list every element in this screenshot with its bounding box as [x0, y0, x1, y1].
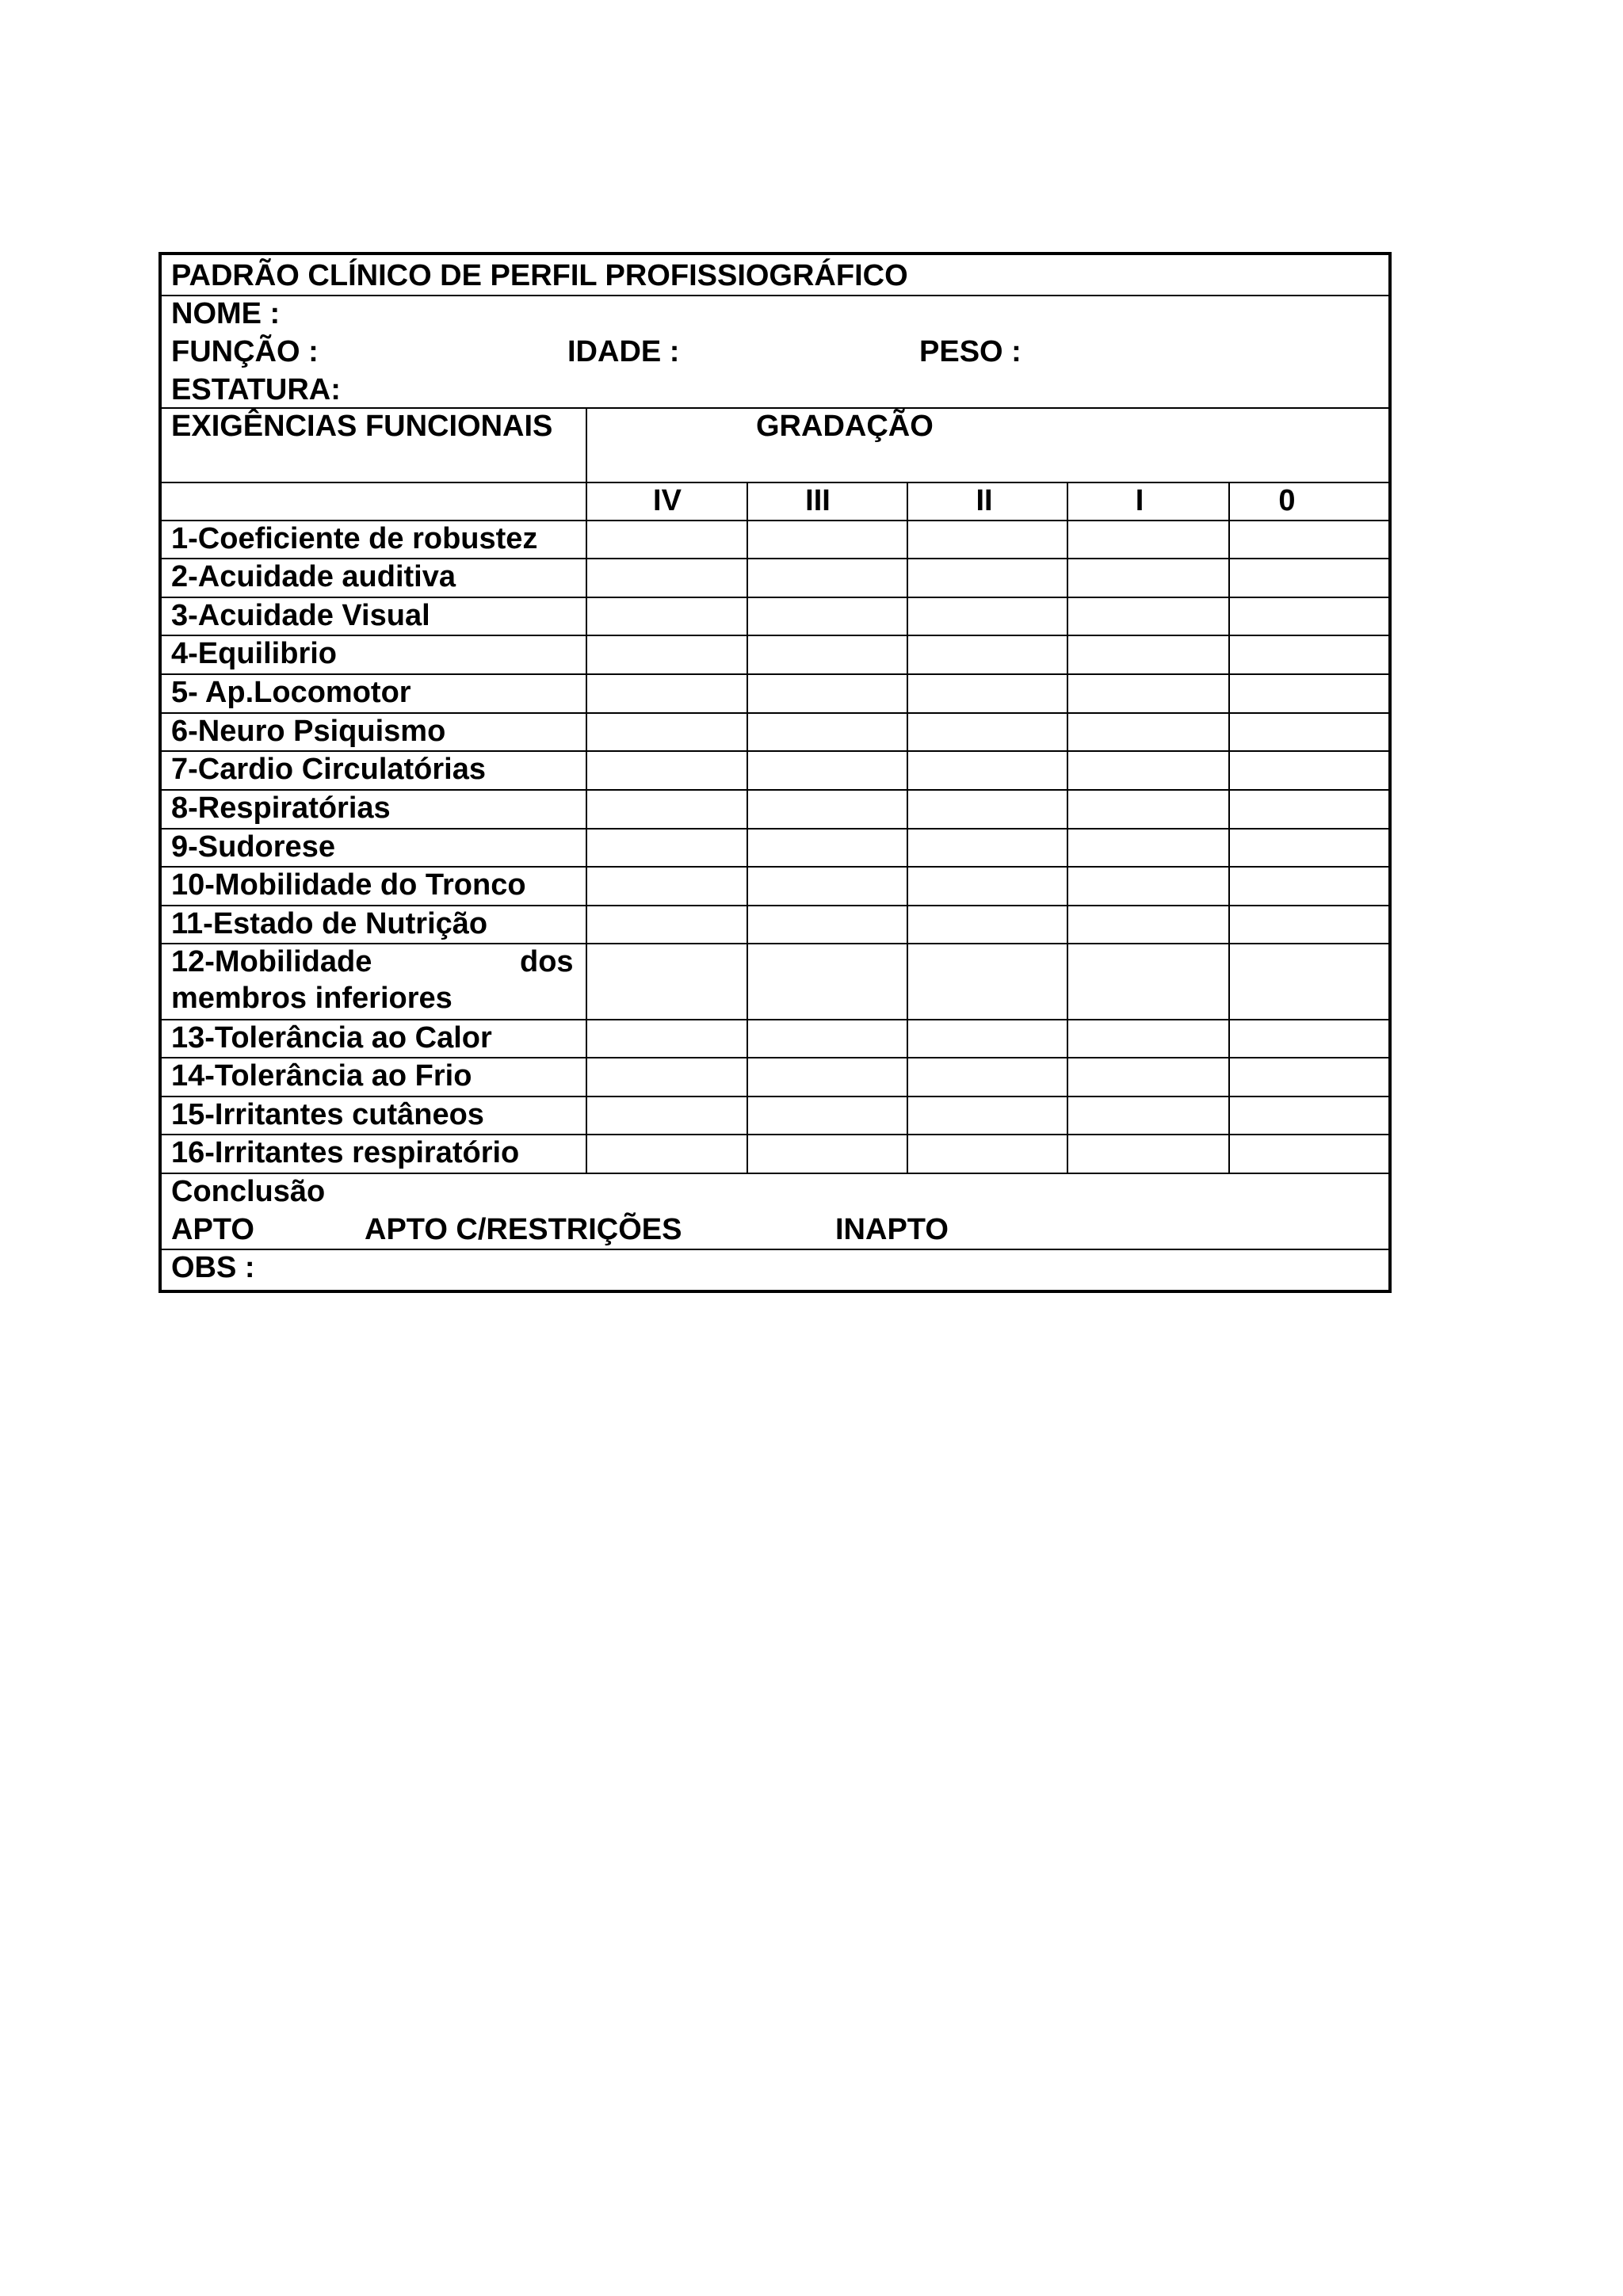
grade-cell[interactable]: [908, 868, 1067, 905]
grade-cell[interactable]: [748, 944, 907, 1019]
grade-cell[interactable]: [748, 1097, 907, 1134]
grade-cell[interactable]: [908, 830, 1067, 866]
grade-cell[interactable]: [1230, 791, 1387, 828]
grade-cell[interactable]: [908, 752, 1067, 789]
clinical-profile-form: [158, 252, 1392, 1293]
item-label: 4-Equilibrio: [171, 637, 337, 670]
grade-cell[interactable]: [1068, 1058, 1228, 1096]
grade-cell[interactable]: [1230, 1058, 1387, 1096]
funcao-label: FUNÇÃO :: [171, 335, 319, 368]
grade-cell[interactable]: [748, 868, 907, 905]
grade-cell[interactable]: [1230, 636, 1387, 673]
item-label: 16-Irritantes respiratório: [171, 1136, 520, 1169]
grade-0-header: 0: [1278, 484, 1296, 517]
grade-cell[interactable]: [908, 521, 1067, 558]
grade-cell[interactable]: [587, 1020, 747, 1057]
funcao-field[interactable]: [328, 334, 558, 369]
grade-cell[interactable]: [1068, 830, 1228, 866]
grade-cell[interactable]: [1230, 906, 1387, 943]
grade-cell[interactable]: [1230, 598, 1387, 635]
peso-field[interactable]: [1025, 334, 1358, 369]
estatura-field[interactable]: [360, 372, 835, 407]
grade-cell[interactable]: [748, 1058, 907, 1096]
grade-cell[interactable]: [908, 791, 1067, 828]
item-label-part: dos: [520, 945, 574, 978]
grade-cell[interactable]: [1068, 1097, 1228, 1134]
grade-cell[interactable]: [748, 675, 907, 712]
inapto-option[interactable]: INAPTO: [835, 1213, 949, 1246]
apto-option[interactable]: APTO: [171, 1213, 254, 1246]
grade-cell[interactable]: [587, 752, 747, 789]
obs-field[interactable]: [265, 1250, 1374, 1285]
estatura-label: ESTATURA:: [171, 373, 341, 406]
grade-cell[interactable]: [1230, 868, 1387, 905]
grade-cell[interactable]: [587, 791, 747, 828]
grade-cell[interactable]: [1068, 1135, 1228, 1173]
item-label: 14-Tolerância ao Frio: [171, 1059, 472, 1093]
grade-cell[interactable]: [748, 714, 907, 750]
grade-cell[interactable]: [908, 944, 1067, 1019]
apto-restricoes-option[interactable]: APTO C/RESTRIÇÕES: [365, 1213, 682, 1246]
grade-cell[interactable]: [748, 598, 907, 635]
grade-cell[interactable]: [748, 559, 907, 597]
grade-cell[interactable]: [1068, 714, 1228, 750]
grade-cell[interactable]: [587, 636, 747, 673]
item-label: 11-Estado de Nutrição: [171, 907, 488, 940]
nome-label: NOME :: [171, 297, 281, 330]
grade-cell[interactable]: [1068, 521, 1228, 558]
grade-cell[interactable]: [1230, 714, 1387, 750]
grade-cell[interactable]: [587, 521, 747, 558]
grade-cell[interactable]: [587, 906, 747, 943]
grade-cell[interactable]: [748, 791, 907, 828]
grade-cell[interactable]: [908, 1020, 1067, 1057]
item-label: 1-Coeficiente de robustez: [171, 522, 538, 555]
grade-cell[interactable]: [748, 636, 907, 673]
grade-cell[interactable]: [748, 1020, 907, 1057]
idade-label: IDADE :: [567, 335, 680, 368]
grade-cell[interactable]: [587, 1058, 747, 1096]
grade-cell[interactable]: [908, 598, 1067, 635]
gradacao-header: GRADAÇÃO: [756, 410, 934, 443]
grade-cell[interactable]: [1230, 521, 1387, 558]
grade-cell[interactable]: [1230, 752, 1387, 789]
grade-cell[interactable]: [908, 636, 1067, 673]
item-label: 6-Neuro Psiquismo: [171, 715, 446, 748]
grade-cell[interactable]: [587, 714, 747, 750]
grade-cell[interactable]: [748, 521, 907, 558]
item-label-part: membros inferiores: [171, 982, 453, 1015]
obs-label: OBS :: [171, 1251, 255, 1284]
grade-cell[interactable]: [1230, 1097, 1387, 1134]
grade-cell[interactable]: [1068, 906, 1228, 943]
conclusao-label: Conclusão: [171, 1175, 326, 1208]
grade-cell[interactable]: [1230, 1135, 1387, 1173]
grade-cell[interactable]: [908, 1135, 1067, 1173]
grade-cell[interactable]: [1230, 830, 1387, 866]
grade-cell[interactable]: [908, 559, 1067, 597]
grade-cell[interactable]: [748, 1135, 907, 1173]
grade-cell[interactable]: [587, 944, 747, 1019]
grade-cell[interactable]: [748, 830, 907, 866]
grade-cell[interactable]: [587, 559, 747, 597]
grade-cell[interactable]: [908, 1097, 1067, 1134]
item-label: 15-Irritantes cutâneos: [171, 1098, 484, 1131]
grade-i-header: I: [1135, 484, 1144, 517]
grade-cell[interactable]: [1068, 791, 1228, 828]
grade-cell[interactable]: [1230, 675, 1387, 712]
grade-cell[interactable]: [587, 1135, 747, 1173]
peso-label: PESO :: [919, 335, 1022, 368]
item-label: 2-Acuidade auditiva: [171, 560, 456, 593]
nome-field[interactable]: [288, 296, 1366, 331]
grade-cell[interactable]: [587, 830, 747, 866]
grade-cell[interactable]: [1230, 1020, 1387, 1057]
item-label: 9-Sudorese: [171, 830, 335, 864]
item-label: 8-Respiratórias: [171, 791, 391, 825]
grade-cell[interactable]: [1068, 868, 1228, 905]
form-title: PADRÃO CLÍNICO DE PERFIL PROFISSIOGRÁFICO: [171, 259, 908, 292]
item-label: 5- Ap.Locomotor: [171, 676, 411, 709]
grade-cell[interactable]: [1068, 675, 1228, 712]
grade-cell[interactable]: [1230, 559, 1387, 597]
idade-field[interactable]: [693, 334, 915, 369]
grade-cell[interactable]: [748, 906, 907, 943]
grade-cell[interactable]: [908, 906, 1067, 943]
grade-cell[interactable]: [1068, 752, 1228, 789]
exigencias-header: EXIGÊNCIAS FUNCIONAIS: [171, 410, 553, 443]
item-label: 3-Acuidade Visual: [171, 599, 430, 632]
grade-cell[interactable]: [1068, 636, 1228, 673]
grade-cell[interactable]: [1068, 944, 1228, 1019]
grade-cell[interactable]: [1068, 1020, 1228, 1057]
grade-cell[interactable]: [908, 675, 1067, 712]
grade-cell[interactable]: [587, 868, 747, 905]
grade-cell[interactable]: [1230, 944, 1387, 1019]
grade-cell[interactable]: [908, 714, 1067, 750]
grade-iv-header: IV: [653, 484, 682, 517]
divider: [162, 1173, 1388, 1174]
grade-cell[interactable]: [587, 675, 747, 712]
grade-cell[interactable]: [587, 1097, 747, 1134]
item-label-part: 12-Mobilidade: [171, 945, 372, 978]
grade-cell[interactable]: [587, 598, 747, 635]
item-label: 7-Cardio Circulatórias: [171, 753, 486, 786]
item-label: 13-Tolerância ao Calor: [171, 1021, 492, 1055]
grade-cell[interactable]: [748, 752, 907, 789]
grade-iii-header: III: [805, 484, 831, 517]
grade-cell[interactable]: [1068, 598, 1228, 635]
grade-cell[interactable]: [908, 1058, 1067, 1096]
grade-cell[interactable]: [1068, 559, 1228, 597]
item-label: 10-Mobilidade do Tronco: [171, 868, 526, 902]
grade-ii-header: II: [976, 484, 993, 517]
